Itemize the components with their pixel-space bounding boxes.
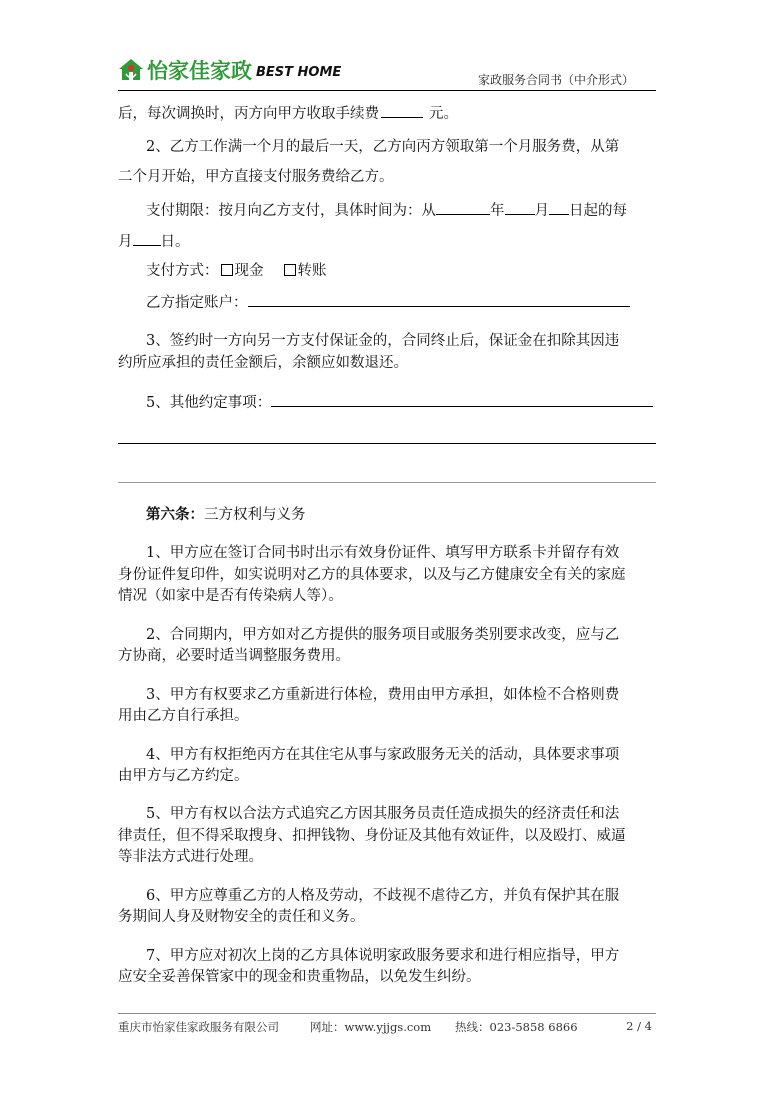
text-line: 应安全妥善保管家中的现金和贵重物品，以免发生纠纷。 [118, 969, 481, 985]
footer-hotline: 热线：023-5858 6866 [455, 1020, 578, 1034]
account-blank [248, 292, 630, 307]
transfer-checkbox [284, 264, 296, 276]
text-line: 2、乙方工作满一个月的最后一天，乙方向丙方领取第一个月服务费，从第 [146, 139, 620, 155]
blank-rule [118, 482, 656, 483]
text-line: 3、签约时一方向另一方支付保证金的，合同终止后，保证金在扣除其因违 [146, 333, 620, 349]
day-blank [549, 200, 569, 215]
month-blank [505, 200, 535, 215]
payment-method-line: 支付方式： 现金 转账 [146, 263, 327, 279]
document-title: 家政服务合同书（中介形式） [477, 73, 634, 87]
text-line: 后，每次调换时，丙方向甲方收取手续费 元。 [118, 103, 458, 124]
footer-company: 重庆市怡家佳家政服务有限公司 [118, 1020, 279, 1034]
text-line: 情况（如家中是否有传染病人等）。 [118, 588, 343, 604]
page-number: 2 / 4 [626, 1019, 652, 1033]
logo-chinese-text: 怡家佳家政 [147, 59, 252, 83]
text-line: 等非法方式进行处理。 [118, 849, 263, 865]
text-line: 6、甲方应尊重乙方的人格及劳动，不歧视不虐待乙方，并负有保护其在服 [146, 888, 620, 904]
company-logo [118, 55, 341, 85]
other-matters-blank [271, 392, 653, 407]
text-line: 2、合同期内，甲方如对乙方提供的服务项目或服务类别要求改变，应与乙 [146, 627, 620, 643]
house-logo-icon [118, 58, 144, 82]
text-line: 用由乙方自行承担。 [118, 708, 249, 724]
text-line: 约所应承担的责任金额后，余额应如数退还。 [118, 355, 408, 371]
year-blank [436, 200, 490, 215]
footer-website: 网址：www.yjjgs.com [310, 1020, 432, 1034]
text-line: 1、甲方应在签订合同书时出示有效身份证件、填写甲方联系卡并留存有效 [146, 545, 620, 561]
page-header [118, 52, 656, 91]
text-line: 3、甲方有权要求乙方重新进行体检，费用由甲方承担，如体检不合格则费 [146, 687, 620, 703]
blank-rule [118, 443, 656, 444]
text-line: 务期间人身及财物安全的责任和义务。 [118, 909, 365, 925]
text-line: 由甲方与乙方约定。 [118, 768, 249, 784]
text-line: 身份证件复印件，如实说明对乙方的具体要求，以及与乙方健康安全有关的家庭 [118, 567, 626, 583]
text-line: 4、甲方有权拒绝丙方在其住宅从事与家政服务无关的活动，具体要求事项 [146, 747, 620, 763]
page-footer [118, 1013, 656, 1034]
payment-period-line: 支付期限：按月向乙方支付，具体时间为：从 年 月 日起的每 [146, 200, 627, 221]
text-line: 7、甲方应对初次上岗的乙方具体说明家政服务要求和进行相应指导，甲方 [146, 948, 620, 964]
text-line: 律责任，但不得采取搜身、扣押钱物、身份证及其他有效证件，以及殴打、威逼 [118, 828, 626, 844]
logo-english-text: BEST HOME [256, 64, 342, 80]
monthly-day-blank [133, 231, 161, 246]
text-line: 二个月开始，甲方直接支付服务费给乙方。 [118, 169, 394, 185]
cash-checkbox [221, 264, 233, 276]
text-line: 月 日。 [118, 231, 190, 252]
text-line: 方协商，必要时适当调整服务费用。 [118, 648, 350, 664]
other-matters-line: 5、其他约定事项： [146, 392, 653, 413]
article-heading: 第六条：三方权利与义务 [146, 506, 306, 523]
text-line: 5、甲方有权以合法方式追究乙方因其服务员责任造成损失的经济责任和法 [146, 806, 620, 822]
account-line: 乙方指定账户： [146, 292, 630, 313]
fee-blank [381, 103, 423, 118]
